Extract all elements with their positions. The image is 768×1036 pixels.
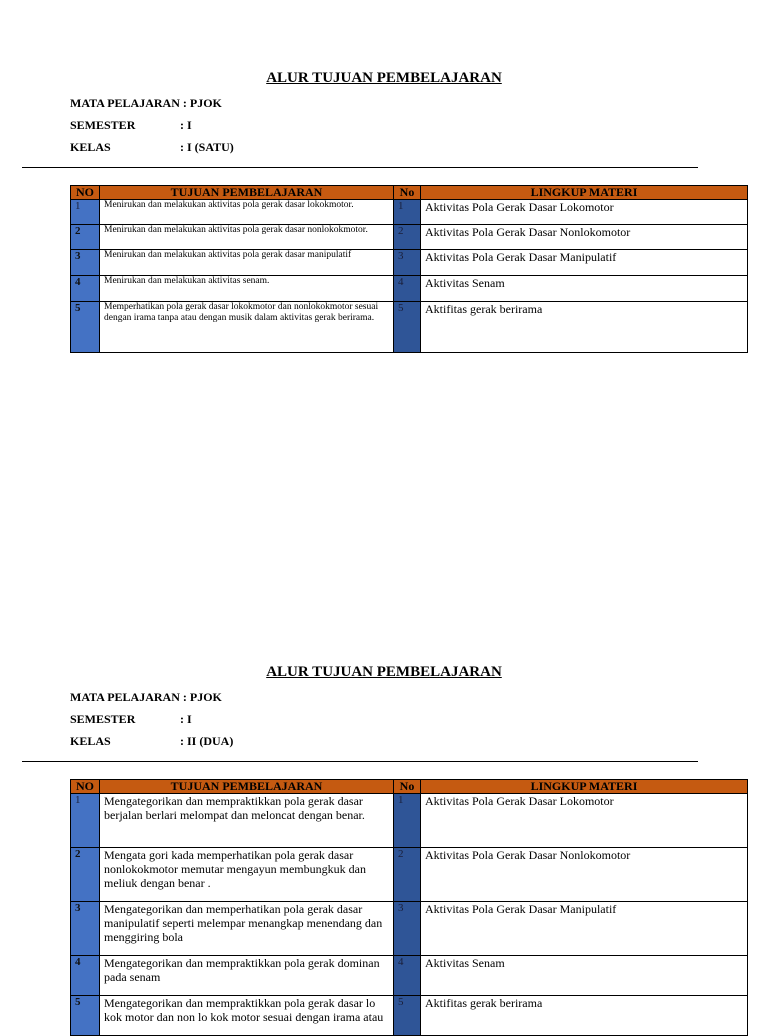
learning-objectives-table <box>70 779 748 1036</box>
table-row <box>71 250 748 276</box>
table-row <box>71 956 748 996</box>
semester-line <box>70 712 192 727</box>
row-number: 1 <box>71 200 100 225</box>
header-no2: No <box>394 780 421 794</box>
row-material: Aktivitas Pola Gerak Dasar Lokomotor <box>421 200 748 225</box>
row-material: Aktivitas Pola Gerak Dasar Nonlokomotor <box>421 225 748 250</box>
row-material: Aktifitas gerak berirama <box>421 302 748 353</box>
table-row <box>71 902 748 956</box>
table-row <box>71 996 748 1036</box>
class-line <box>70 734 233 749</box>
class-line <box>70 140 234 155</box>
header-tujuan: TUJUAN PEMBELAJARAN <box>100 780 394 794</box>
row-material: Aktivitas Senam <box>421 956 748 996</box>
class-label: KELAS <box>70 140 111 154</box>
semester-label: SEMESTER <box>70 118 136 132</box>
class-value: : II (DUA) <box>180 734 234 748</box>
row-number-2: 1 <box>394 794 421 848</box>
row-material: Aktivitas Pola Gerak Dasar Manipulatif <box>421 250 748 276</box>
row-number: 5 <box>71 996 100 1036</box>
row-objective: Memperhatikan pola gerak dasar lokokmotor dan nonlokokmotor sesuai dengan irama tanpa atau dengan musik dalam aktivitas gerak berirama. <box>100 302 394 353</box>
class-value: : I (SATU) <box>180 140 234 154</box>
row-objective: Menirukan dan melakukan aktivitas senam. <box>100 276 394 302</box>
divider-line <box>22 761 698 762</box>
row-material: Aktivitas Senam <box>421 276 748 302</box>
row-number-2: 2 <box>394 225 421 250</box>
class-label: KELAS <box>70 734 111 748</box>
table-row <box>71 276 748 302</box>
page-title: ALUR TUJUAN PEMBELAJARAN <box>266 70 502 86</box>
row-number: 3 <box>71 902 100 956</box>
row-objective: Mengata gori kada memperhatikan pola gerak dasar nonlokokmotor memutar mengayun membungkuk dan meliuk dengan benar . <box>100 848 394 902</box>
row-material: Aktivitas Pola Gerak Dasar Nonlokomotor <box>421 848 748 902</box>
table-row <box>71 302 748 353</box>
divider-line <box>22 167 698 168</box>
row-number: 4 <box>71 276 100 302</box>
row-objective: Menirukan dan melakukan aktivitas pola gerak dasar nonlokokmotor. <box>100 225 394 250</box>
page-title: ALUR TUJUAN PEMBELAJARAN <box>266 664 502 680</box>
row-number: 2 <box>71 848 100 902</box>
table-row <box>71 848 748 902</box>
header-no2: No <box>394 186 421 200</box>
row-number: 1 <box>71 794 100 848</box>
row-material: Aktivitas Pola Gerak Dasar Lokomotor <box>421 794 748 848</box>
header-no: NO <box>71 186 100 200</box>
semester-value: : I <box>180 712 192 726</box>
row-number: 5 <box>71 302 100 353</box>
row-objective: Mengategorikan dan mempraktikkan pola gerak dominan pada senam <box>100 956 394 996</box>
row-objective: Menirukan dan melakukan aktivitas pola gerak dasar manipulatif <box>100 250 394 276</box>
table-row <box>71 225 748 250</box>
table-row <box>71 794 748 848</box>
row-objective: Mengategorikan dan mempraktikkan pola gerak dasar berjalan berlari melompat dan meloncat dengan benar. <box>100 794 394 848</box>
semester-value: : I <box>180 118 192 132</box>
header-lingkup: LINGKUP MATERI <box>421 186 748 200</box>
subject-label: MATA PELAJARAN : PJOK <box>70 690 222 704</box>
row-number-2: 4 <box>394 956 421 996</box>
row-number-2: 3 <box>394 902 421 956</box>
row-number-2: 5 <box>394 996 421 1036</box>
header-lingkup: LINGKUP MATERI <box>421 780 748 794</box>
row-material: Aktivitas Pola Gerak Dasar Manipulatif <box>421 902 748 956</box>
row-number: 3 <box>71 250 100 276</box>
table-row <box>71 200 748 225</box>
semester-line <box>70 118 192 133</box>
row-number-2: 5 <box>394 302 421 353</box>
row-number-2: 2 <box>394 848 421 902</box>
subject-label: MATA PELAJARAN : PJOK <box>70 96 222 110</box>
table-header-row <box>71 186 748 200</box>
row-objective: Mengategorikan dan mempraktikkan pola gerak dasar lo kok motor dan non lo kok motor sesuai dengan irama atau <box>100 996 394 1036</box>
row-number-2: 1 <box>394 200 421 225</box>
row-number-2: 4 <box>394 276 421 302</box>
row-objective: Menirukan dan melakukan aktivitas pola gerak dasar lokokmotor. <box>100 200 394 225</box>
row-number: 4 <box>71 956 100 996</box>
row-number-2: 3 <box>394 250 421 276</box>
row-material: Aktifitas gerak berirama <box>421 996 748 1036</box>
header-tujuan: TUJUAN PEMBELAJARAN <box>100 186 394 200</box>
header-no: NO <box>71 780 100 794</box>
row-number: 2 <box>71 225 100 250</box>
table-header-row <box>71 780 748 794</box>
learning-objectives-table <box>70 185 748 353</box>
semester-label: SEMESTER <box>70 712 136 726</box>
row-objective: Mengategorikan dan memperhatikan pola gerak dasar manipulatif seperti melempar menangkap menendang dan menggiring bola <box>100 902 394 956</box>
